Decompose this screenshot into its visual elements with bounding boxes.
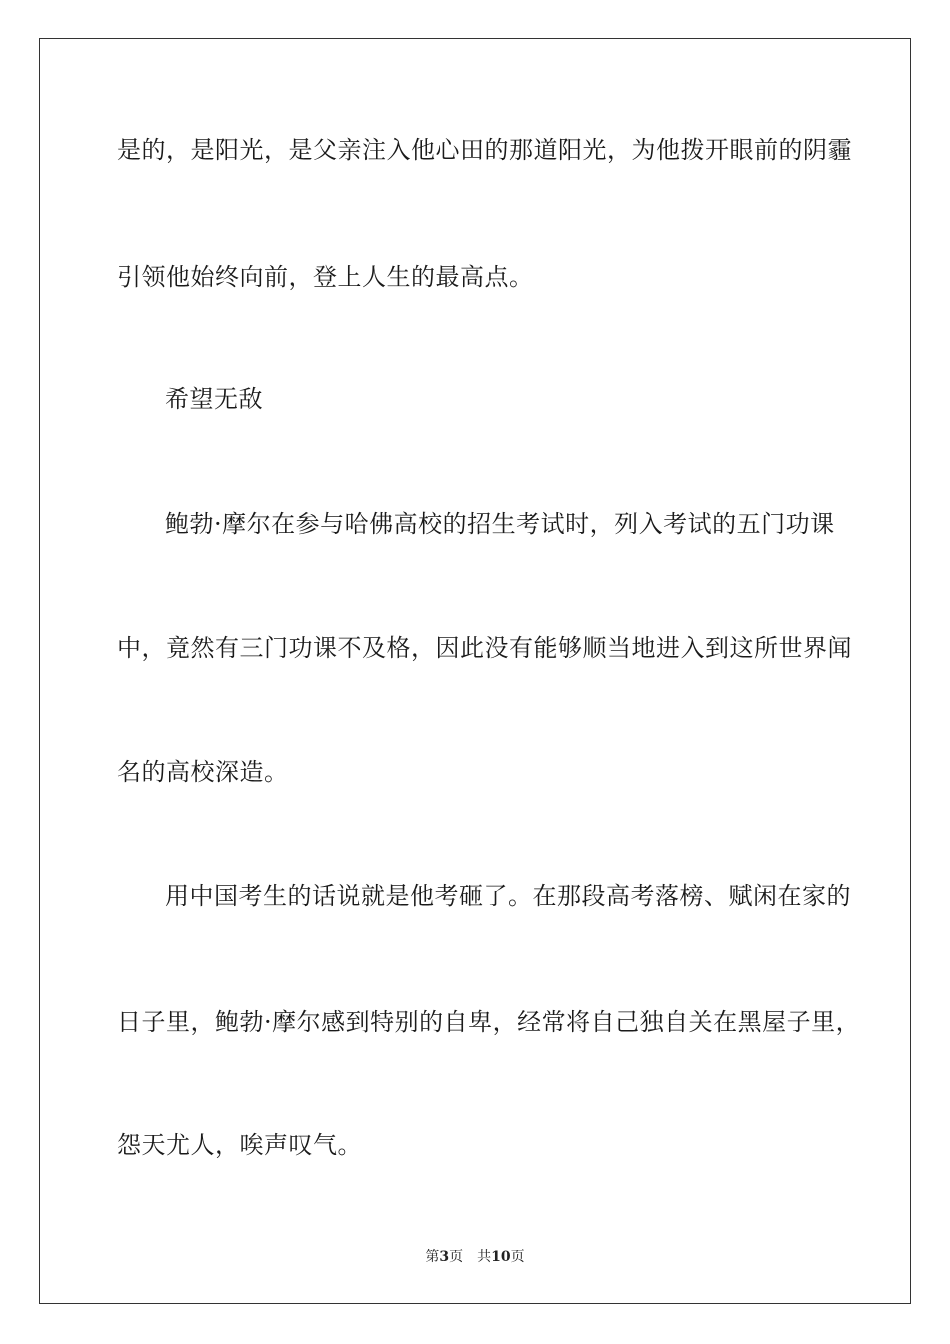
paragraph-3-line-2: 日子里，鲍勃·摩尔感到特别的自卑，经常将自己独自关在黑屋子里， <box>117 1008 861 1036</box>
page-label-suffix: 页 <box>449 1249 464 1265</box>
section-heading: 希望无敌 <box>165 385 263 413</box>
page-border <box>39 38 911 1304</box>
page-label-prefix: 第 <box>425 1249 440 1265</box>
paragraph-3-line-1: 用中国考生的话说就是他考砸了。在那段高考落榜、赋闲在家的 <box>165 882 851 910</box>
paragraph-2-line-1: 鲍勃·摩尔在参与哈佛高校的招生考试时，列入考试的五门功课 <box>165 510 835 538</box>
paragraph-2-line-2: 中，竟然有三门功课不及格，因此没有能够顺当地进入到这所世界闻 <box>117 634 852 662</box>
page-footer <box>0 1247 950 1267</box>
total-pages: 10 <box>491 1249 511 1265</box>
paragraph-1-line-1: 是的，是阳光，是父亲注入他心田的那道阳光，为他拨开眼前的阴霾 <box>117 136 852 164</box>
paragraph-1-line-2: 引领他始终向前，登上人生的最高点。 <box>117 263 534 291</box>
paragraph-3-line-3: 怨天尤人，唉声叹气。 <box>117 1131 362 1159</box>
total-label-suffix: 页 <box>510 1249 525 1265</box>
page-number: 3 <box>439 1249 450 1265</box>
paragraph-2-line-3: 名的高校深造。 <box>117 758 289 786</box>
total-label-prefix: 共 <box>477 1249 492 1265</box>
